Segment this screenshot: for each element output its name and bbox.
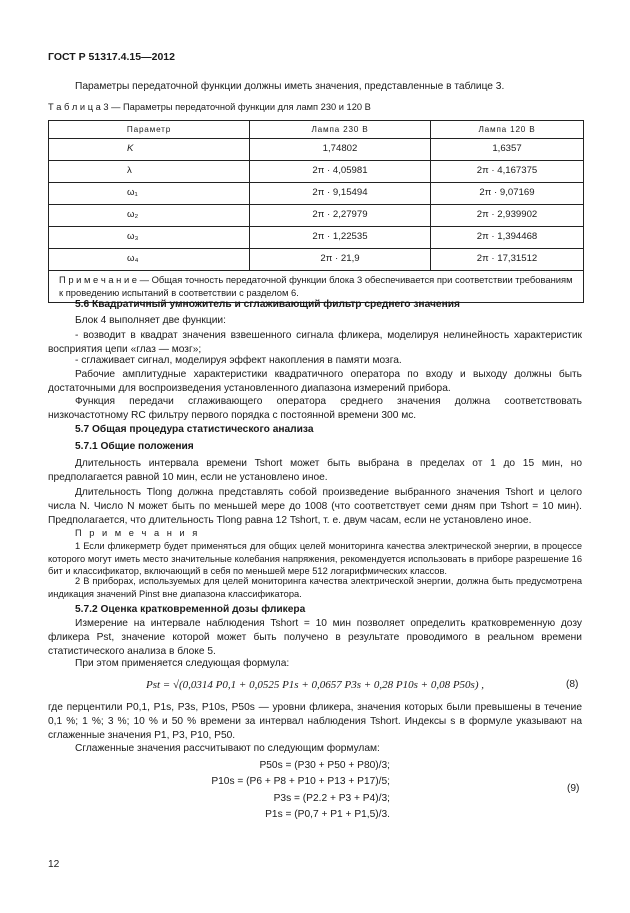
paragraph: Длительность интервала времени Tshort может быть выбрана в пределах от 1 до 15 мин, но предполагается равной 10 мин, если не установлено иное. [48, 458, 582, 483]
table-row [49, 161, 584, 183]
section-5-6-title: 5.6 Квадратичный умножитель и сглаживающий фильтр среднего значения [75, 299, 460, 310]
paragraph: где перцентили P0,1, P1s, P3s, P10s, P50s — уровни фликера, значения которых были превышены в течение 0,1 %; 1 %; 3 %; 10 % и 50 % времени за интервал наблюдения Tshort. Индексы s в формуле указывают на сглаженные значения P1, P3, P10, P50. [48, 702, 582, 741]
paragraph: Рабочие амплитудные характеристики квадратичного оператора по входу и выходу должны быть достаточными для воспроизведения установленного диапазона измерений прибора. [48, 369, 582, 394]
parameters-table [48, 120, 584, 303]
table-cell: 2π · 4,05981 [250, 161, 431, 183]
table-row [49, 249, 584, 271]
table-caption: Т а б л и ц а 3 — Параметры передаточной функции для ламп 230 и 120 В [48, 102, 371, 112]
formula-9-line: P10s = (P6 + P8 + P10 + P13 + P17)/5; [211, 776, 390, 787]
table-row [49, 227, 584, 249]
table-cell: 2π · 21,9 [250, 249, 431, 271]
table-cell: 2π · 4,167375 [431, 161, 584, 183]
table-cell: K [49, 139, 250, 161]
page-number: 12 [48, 859, 60, 870]
paragraph: Функция передачи сглаживающего оператора среднего значения должна соответствовать низкочастотному RC фильтру первого порядка с постоянной времени 300 мс. [48, 396, 582, 421]
table-cell: 2π · 9,15494 [250, 183, 431, 205]
table-header-row [49, 121, 584, 139]
paragraph: - возводит в квадрат значения взвешенного сигнала фликера, моделируя нелинейность характеристик восприятия цепи «глаз — мозг»; [48, 330, 582, 355]
table-cell: 2π · 9,07169 [431, 183, 584, 205]
table-cell: 1,6357 [431, 139, 584, 161]
note-1: 1 Если фликерметр будет применяться для общих целей мониторинга качества электрической энергии, в процессе которого могут иметь место значительные колебания напряжения, рекомендуется использовать в приборе разрешение 16 бит и классификатор, включающий в себя по меньшей мере 512 логарифмических классов. [48, 541, 582, 577]
table-cell: 2π · 17,31512 [431, 249, 584, 271]
intro-paragraph: Параметры передаточной функции должны иметь значения, представленные в таблице 3. [75, 81, 505, 92]
table-row [49, 183, 584, 205]
section-5-7-2-title: 5.7.2 Оценка кратковременной дозы фликера [75, 604, 306, 615]
table-row [49, 205, 584, 227]
table-header-cell: Лампа 230 В [250, 121, 431, 139]
section-5-7-1-title: 5.7.1 Общие положения [75, 441, 194, 452]
table-note: П р и м е ч а н и е — Общая точность передаточной функции блока 3 обеспечивается при соответствии требованиям к проведению испытаний в соответствии с разделом 6. [49, 271, 584, 303]
table-cell: 2π · 2,27979 [250, 205, 431, 227]
paragraph: - сглаживает сигнал, моделируя эффект накопления в памяти мозга. [75, 355, 402, 366]
document-header: ГОСТ Р 51317.4.15—2012 [48, 51, 175, 63]
paragraph: Блок 4 выполняет две функции: [75, 315, 226, 326]
table-cell: ω₄ [49, 249, 250, 271]
table-header-cell: Параметр [49, 121, 250, 139]
formula-9-line: P50s = (P30 + P50 + P80)/3; [259, 760, 390, 771]
formula-9-line: P1s = (P0,7 + P1 + P1,5)/3. [265, 809, 390, 820]
table-cell: 1,74802 [250, 139, 431, 161]
equation-number-8: (8) [566, 679, 579, 690]
table-header-cell: Лампа 120 В [431, 121, 584, 139]
table-cell: ω₃ [49, 227, 250, 249]
table-cell: 2π · 2,939902 [431, 205, 584, 227]
formula-8: Pst = √(0,0314 P0,1 + 0,0525 P1s + 0,0657 P3s + 0,28 P10s + 0,08 P50s) , [146, 679, 485, 691]
paragraph: Сглаженные значения рассчитывают по следующим формулам: [75, 743, 380, 754]
paragraph: Длительность Tlong должна представлять собой произведение выбранного значения Tshort и целого числа N. Число N может быть по меньшей мере до 1008 (что соответствует семи дням при Tshort = 10 мин). Предполагается, что длительность Tlong равна 12 Tshort, т. е. двум часам, если не установлено иное. [48, 487, 582, 526]
paragraph: При этом применяется следующая формула: [75, 658, 290, 669]
table-cell: λ [49, 161, 250, 183]
note-2: 2 В приборах, используемых для целей мониторинга качества электрической энергии, должна быть предусмотрена индикация значений Pinst вне диапазона классификатора. [48, 576, 582, 599]
table-cell: 2π · 1,22535 [250, 227, 431, 249]
table-cell: 2π · 1,394468 [431, 227, 584, 249]
paragraph: Измерение на интервале наблюдения Tshort = 10 мин позволяет определить кратковременную дозу фликера Pst, значение которой может быть получено в результате проводимого в реальном времени статистического анализа в блоке 5. [48, 618, 582, 657]
section-5-7-title: 5.7 Общая процедура статистического анализа [75, 424, 314, 435]
table-cell: ω₂ [49, 205, 250, 227]
equation-number-9: (9) [567, 783, 580, 794]
table-row [49, 139, 584, 161]
table-cell: ω₁ [49, 183, 250, 205]
notes-label: П р и м е ч а н и я [75, 528, 200, 538]
formula-9-line: P3s = (P2.2 + P3 + P4)/3; [273, 793, 390, 804]
